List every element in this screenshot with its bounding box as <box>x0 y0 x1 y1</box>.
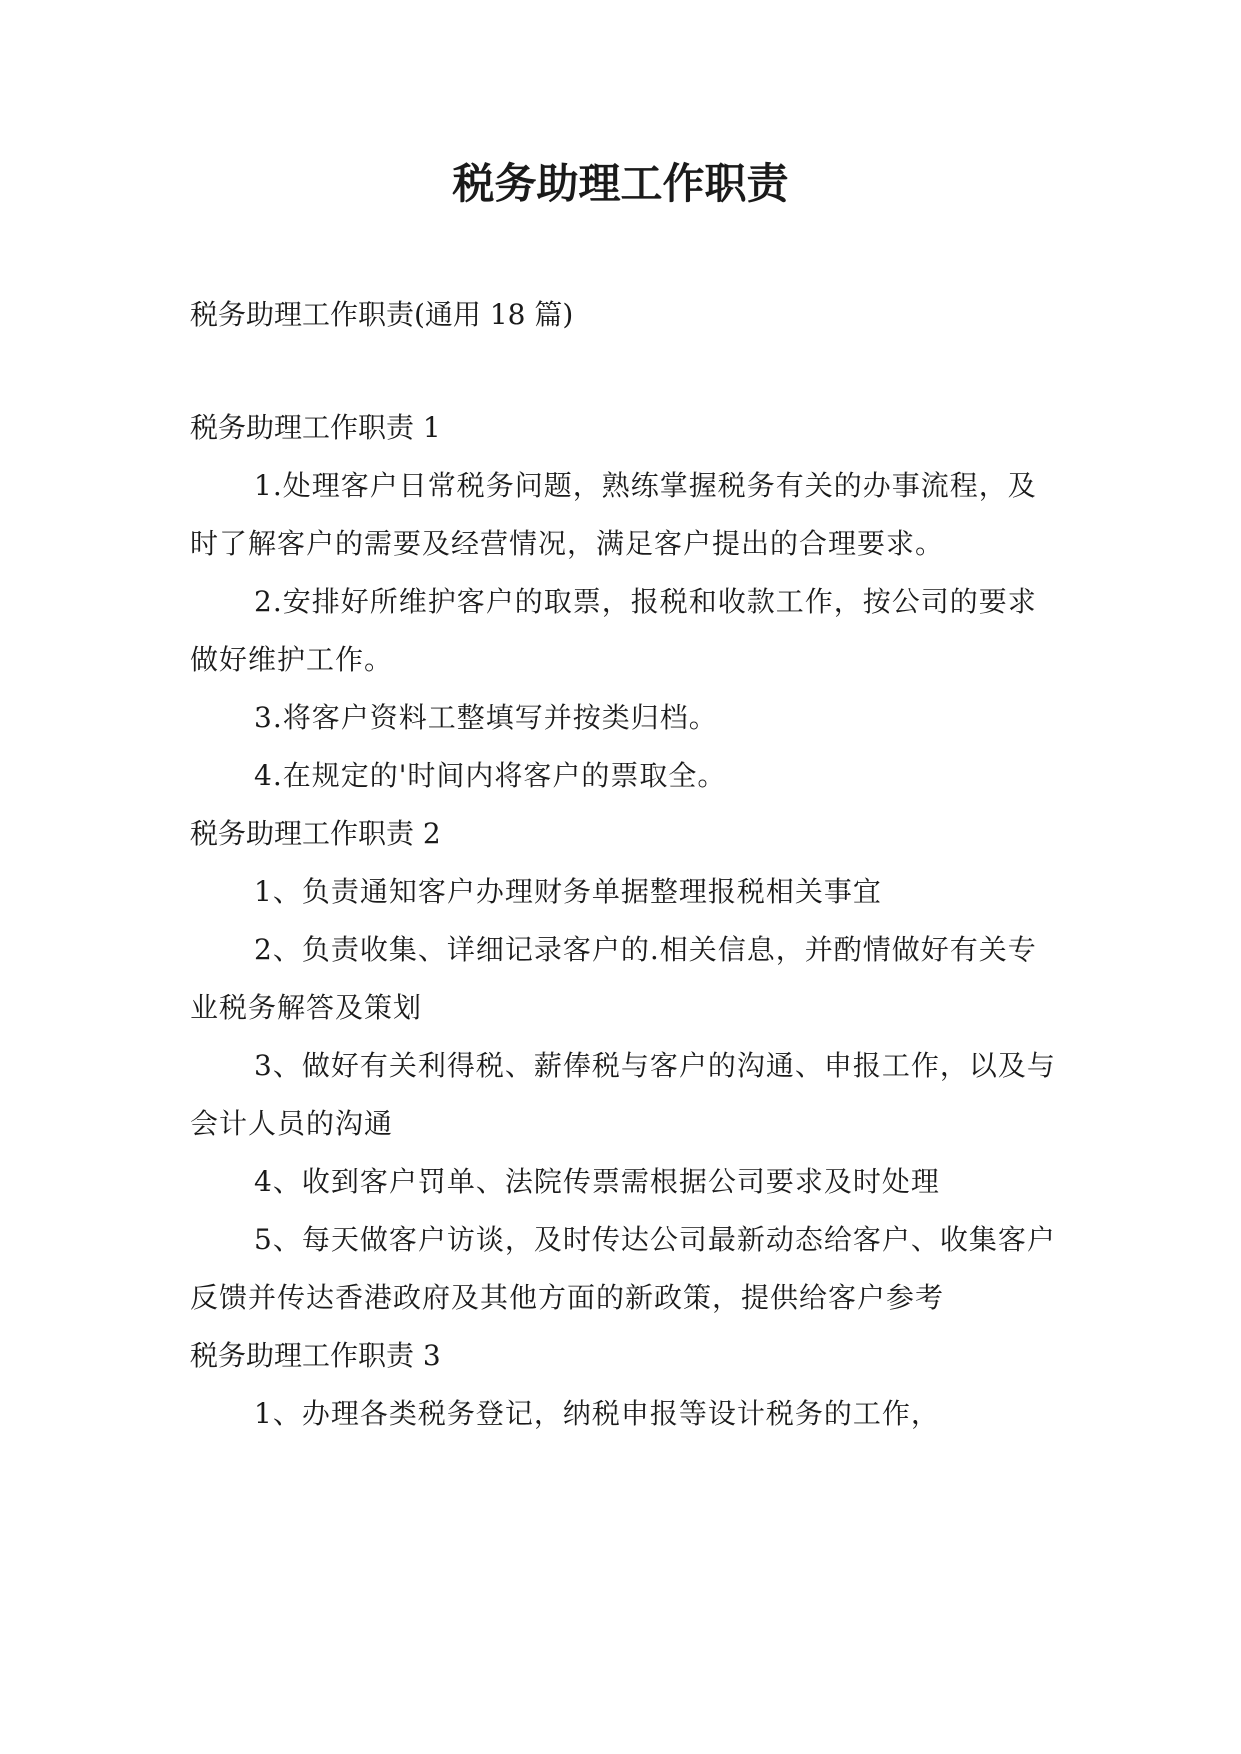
section-heading: 税务助理工作职责 3 <box>190 1339 441 1372</box>
section-heading: 税务助理工作职责 2 <box>190 817 441 850</box>
paragraph: 4、收到客户罚单、法院传票需根据公司要求及时处理 <box>254 1165 940 1198</box>
document-title: 税务助理工作职责 <box>452 159 789 208</box>
section-1 <box>190 399 1058 805</box>
paragraph: 2、负责收集、详细记录客户的.相关信息，并酌情做好有关专业税务解答及策划 <box>190 933 1037 1024</box>
paragraph: 1、负责通知客户办理财务单据整理报税相关事宜 <box>254 875 882 908</box>
paragraph: 3.将客户资料工整填写并按类归档。 <box>254 701 718 734</box>
document-body <box>190 399 1058 1443</box>
paragraph: 4.在规定的'时间内将客户的票取全。 <box>254 759 727 792</box>
section-2 <box>190 805 1058 1327</box>
paragraph: 2.安排好所维护客户的取票，报税和收款工作，按公司的要求做好维护工作。 <box>190 585 1037 676</box>
paragraph: 5、每天做客户访谈，及时传达公司最新动态给客户、收集客户反馈并传达香港政府及其他方面的新政策，提供给客户参考 <box>190 1223 1056 1314</box>
paragraph: 3、做好有关利得税、薪俸税与客户的沟通、申报工作，以及与会计人员的沟通 <box>190 1049 1056 1140</box>
section-heading: 税务助理工作职责 1 <box>190 411 441 444</box>
paragraph: 1、办理各类税务登记，纳税申报等设计税务的工作， <box>254 1397 940 1430</box>
paragraph: 1.处理客户日常税务问题，熟练掌握税务有关的办事流程，及时了解客户的需要及经营情况，满足客户提出的合理要求。 <box>190 469 1037 560</box>
section-3 <box>190 1327 1058 1443</box>
document-subtitle: 税务助理工作职责(通用 18 篇) <box>190 298 574 331</box>
